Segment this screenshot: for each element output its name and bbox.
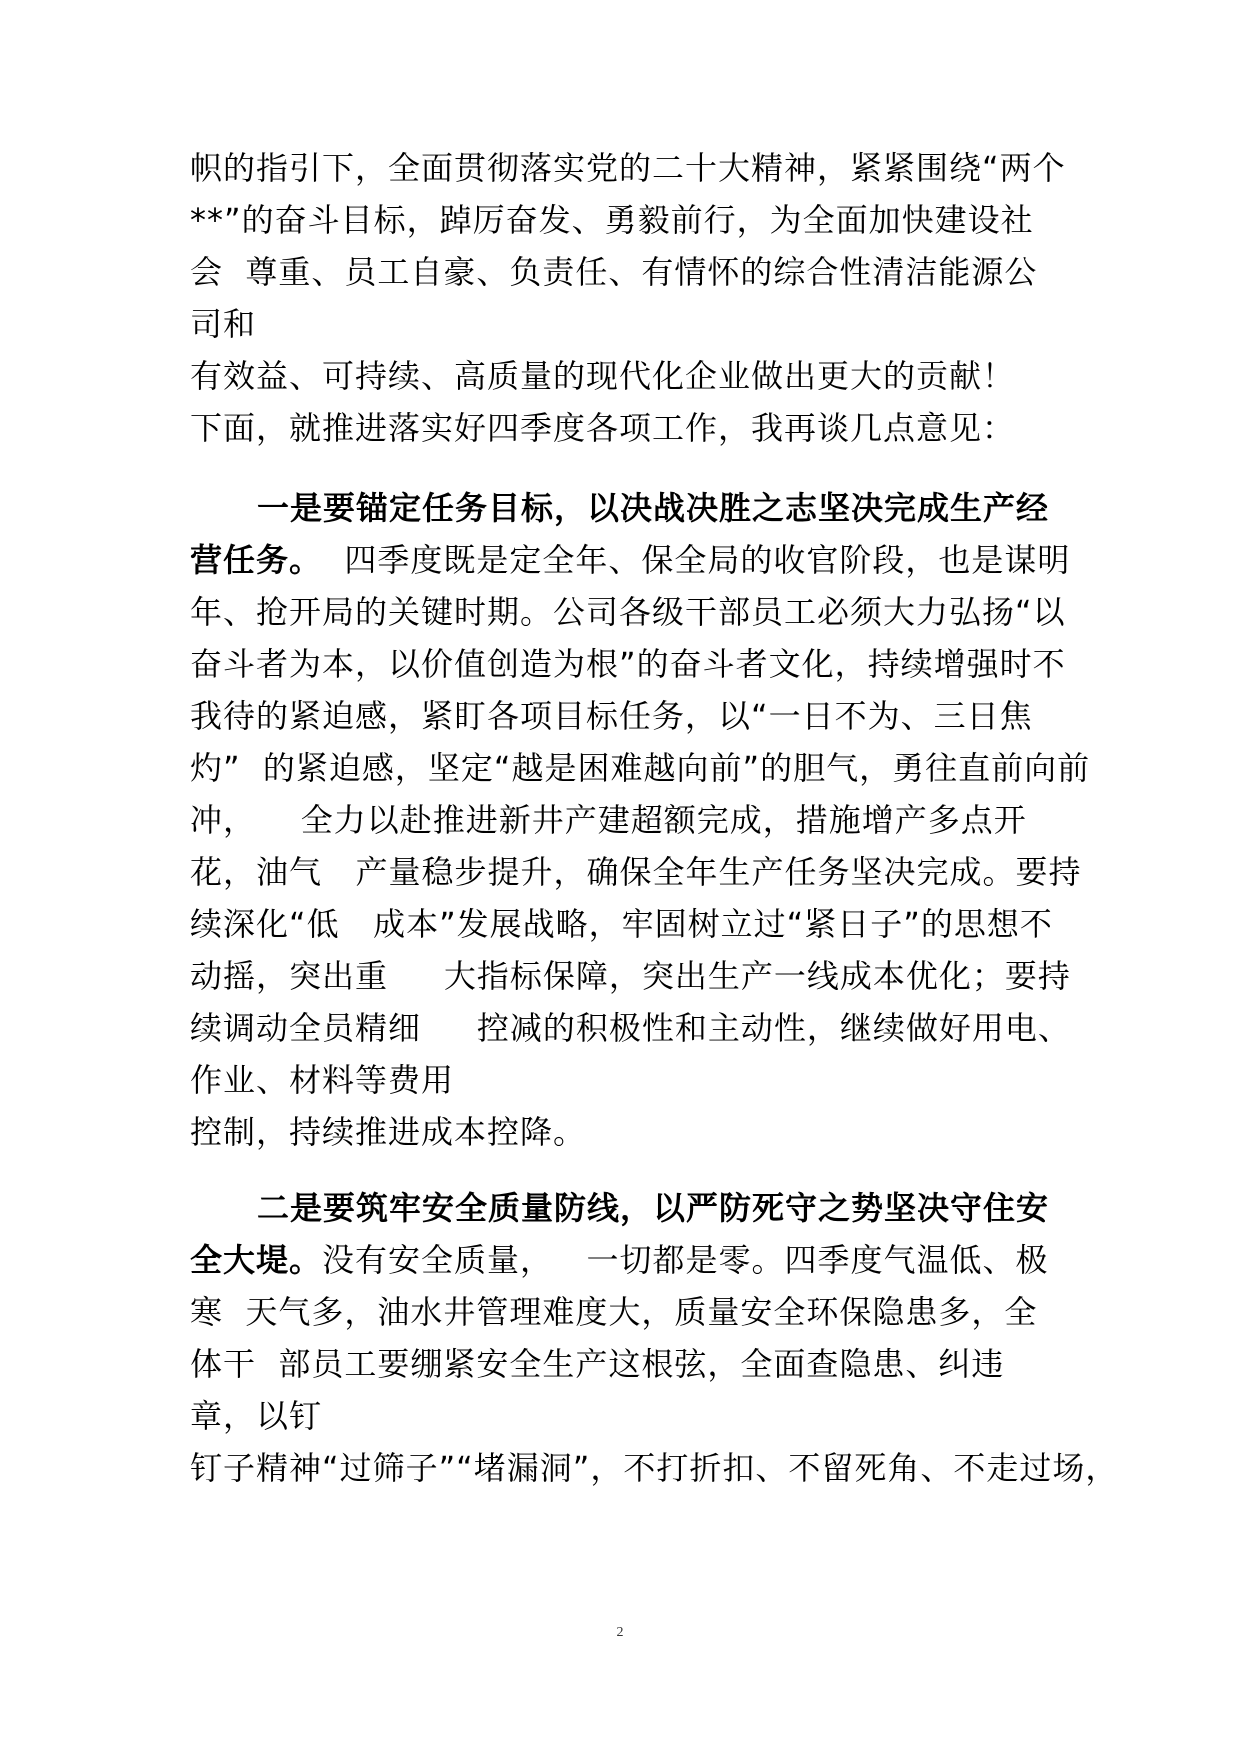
section-body-text: 四季度既是定全年、保全局的收官阶段，也是谋明 <box>322 541 1071 579</box>
paragraph-line: 有效益、可持续、高质量的现代化企业做出更大的贡献！ <box>190 357 1016 395</box>
paragraph-line: 续调动全员精细 控减的积极性和主动性，继续做好用电、 <box>190 1009 1071 1047</box>
paragraph-line: 奋斗者为本，以价值创造为根”的奋斗者文化，持续增强时不 <box>190 645 1066 683</box>
paragraph-line: 寒 天气多，油水井管理难度大，质量安全环保隐患多，全 <box>190 1293 1038 1331</box>
paragraph-line: 灼” 的紧迫感，坚定“越是困难越向前”的胆气，勇往直前向前 <box>190 749 1091 787</box>
paragraph-line <box>190 540 1070 580</box>
paragraph-line: 帜的指引下，全面贯彻落实党的二十大精神，紧紧围绕“两个 <box>190 149 1066 187</box>
paragraph-line: 司和 <box>190 305 257 343</box>
paragraph-line: 续深化“低 成本”发展战略，牢固树立过“紧日子”的思想不 <box>190 905 1053 943</box>
paragraph-line: 花，油气 产量稳步提升，确保全年生产任务坚决完成。要持 <box>190 853 1082 891</box>
paragraph-line: 动摇，突出重 大指标保障，突出生产一线成本优化；要持 <box>190 957 1071 995</box>
paragraph-line: 章，以钉 <box>190 1397 323 1435</box>
paragraph-line: 钉子精神“过筛子”“堵漏洞”，不打折扣、不留死角、不走过场， <box>190 1449 1119 1487</box>
paragraph-line: 作业、材料等费用 <box>190 1061 455 1099</box>
paragraph-line: 会 尊重、员工自豪、负责任、有情怀的综合性清洁能源公 <box>190 253 1038 291</box>
section-heading-1: 一是要锚定任务目标，以决战决胜之志坚决完成生产经 <box>257 489 1050 527</box>
section-heading-2-end: 全大堤。 <box>190 1241 323 1279</box>
section-body-text: 没有安全质量， 一切都是零。四季度气温低、极 <box>322 1241 1049 1279</box>
page-number: 2 <box>616 1625 624 1640</box>
paragraph-line: **”的奋斗目标，踔厉奋发、勇毅前行，为全面加快建设社 <box>190 201 1034 239</box>
paragraph-line: 冲， 全力以赴推进新井产建超额完成，措施增产多点开 <box>190 801 1027 839</box>
section-heading-2: 二是要筑牢安全质量防线，以严防死守之势坚决守住安 <box>257 1189 1050 1227</box>
paragraph-line: 下面，就推进落实好四季度各项工作，我再谈几点意见： <box>190 409 1016 447</box>
paragraph-line: 我待的紧迫感，紧盯各项目标任务，以“一日不为、三日焦 <box>190 697 1033 735</box>
section-heading-1-end: 营任务。 <box>190 541 323 579</box>
paragraph-line <box>190 1240 1049 1280</box>
paragraph-line: 年、抢开局的关键时期。公司各级干部员工必须大力弘扬“以 <box>190 593 1066 631</box>
paragraph-line: 体干 部员工要绷紧安全生产这根弦，全面查隐患、纠违 <box>190 1345 1005 1383</box>
paragraph-line: 控制，持续推进成本控降。 <box>190 1113 587 1151</box>
